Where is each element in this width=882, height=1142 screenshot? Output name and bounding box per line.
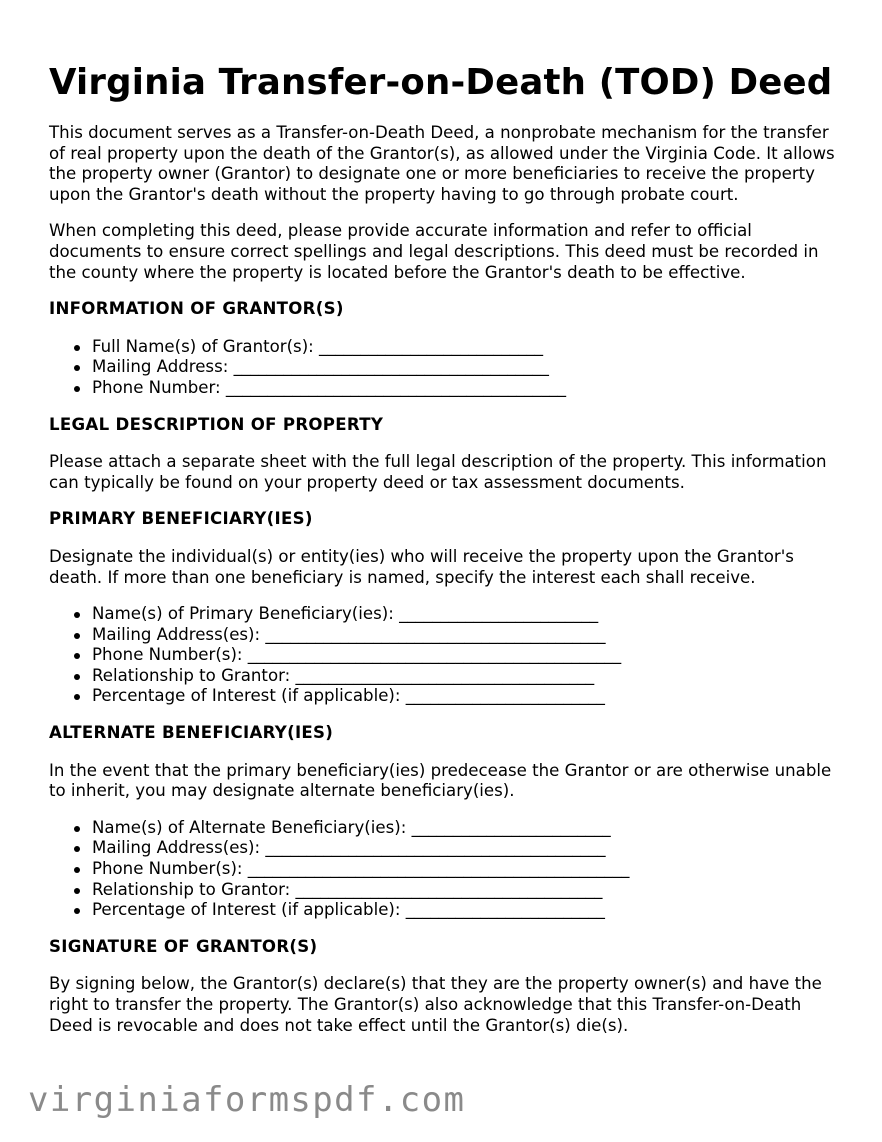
grantor-phone-field[interactable]: Phone Number: _________________________________________ xyxy=(92,378,849,399)
signature-heading: SIGNATURE OF GRANTOR(S) xyxy=(49,936,318,956)
site-watermark: virginiaformspdf.com xyxy=(28,1080,466,1120)
alternate-beneficiary-paragraph: In the event that the primary beneficiary(ies) predecease the Grantor or are otherwise unable to inherit, you may designate alternate beneficiary(ies). xyxy=(49,760,832,801)
grantor-name-field[interactable]: Full Name(s) of Grantor(s): ___________________________ xyxy=(92,337,849,358)
primary-percentage-field[interactable]: Percentage of Interest (if applicable): ________________________ xyxy=(92,686,849,707)
grantor-address-field[interactable]: Mailing Address: ______________________________________ xyxy=(92,357,849,378)
primary-name-field[interactable]: Name(s) of Primary Beneficiary(ies): ________________________ xyxy=(92,604,849,625)
alternate-beneficiary-fields-list xyxy=(49,818,849,921)
instructions-paragraph: When completing this deed, please provide accurate information and refer to official documents to ensure correct spellings and legal descriptions. This deed must be recorded in the county where the property is located before the Grantor's death to be effective. xyxy=(49,221,819,282)
alternate-relationship-field[interactable]: Relationship to Grantor: _____________________________________ xyxy=(92,880,849,901)
alternate-phone-field[interactable]: Phone Number(s): ______________________________________________ xyxy=(92,859,849,880)
primary-phone-field[interactable]: Phone Number(s): _____________________________________________ xyxy=(92,645,849,666)
alternate-name-field[interactable]: Name(s) of Alternate Beneficiary(ies): ________________________ xyxy=(92,818,849,839)
property-paragraph: Please attach a separate sheet with the full legal description of the property. This information can typically be found on your property deed or tax assessment documents. xyxy=(49,452,827,492)
grantor-fields-list xyxy=(49,337,849,399)
alternate-percentage-field[interactable]: Percentage of Interest (if applicable): ________________________ xyxy=(92,900,849,921)
property-heading: LEGAL DESCRIPTION OF PROPERTY xyxy=(49,414,384,434)
primary-address-field[interactable]: Mailing Address(es): _________________________________________ xyxy=(92,625,849,646)
signature-paragraph: By signing below, the Grantor(s) declare(s) that they are the property owner(s) and have the right to transfer the property. The Grantor(s) also acknowledge that this Transfer-on-Death Deed is revocable and does not take effect until the Grantor(s) die(s). xyxy=(49,974,822,1035)
primary-relationship-field[interactable]: Relationship to Grantor: ____________________________________ xyxy=(92,666,849,687)
alternate-beneficiary-heading: ALTERNATE BENEFICIARY(IES) xyxy=(49,723,334,743)
document-page xyxy=(49,60,849,1052)
primary-beneficiary-heading: PRIMARY BENEFICIARY(IES) xyxy=(49,509,313,529)
alternate-address-field[interactable]: Mailing Address(es): _________________________________________ xyxy=(92,838,849,859)
primary-beneficiary-paragraph: Designate the individual(s) or entity(ies) who will receive the property upon the Grantor's death. If more than one beneficiary is named, specify the interest each shall receive. xyxy=(49,546,794,587)
document-title: Virginia Transfer-on-Death (TOD) Deed xyxy=(49,62,833,103)
primary-beneficiary-fields-list xyxy=(49,604,849,707)
grantor-heading: INFORMATION OF GRANTOR(S) xyxy=(49,299,344,319)
intro-paragraph: This document serves as a Transfer-on-Death Deed, a nonprobate mechanism for the transfer of real property upon the death of the Grantor(s), as allowed under the Virginia Code. It allows the property owner (Grantor) to designate one or more beneficiaries to receive the property upon the Grantor's death without the property having to go through probate court. xyxy=(49,123,835,204)
